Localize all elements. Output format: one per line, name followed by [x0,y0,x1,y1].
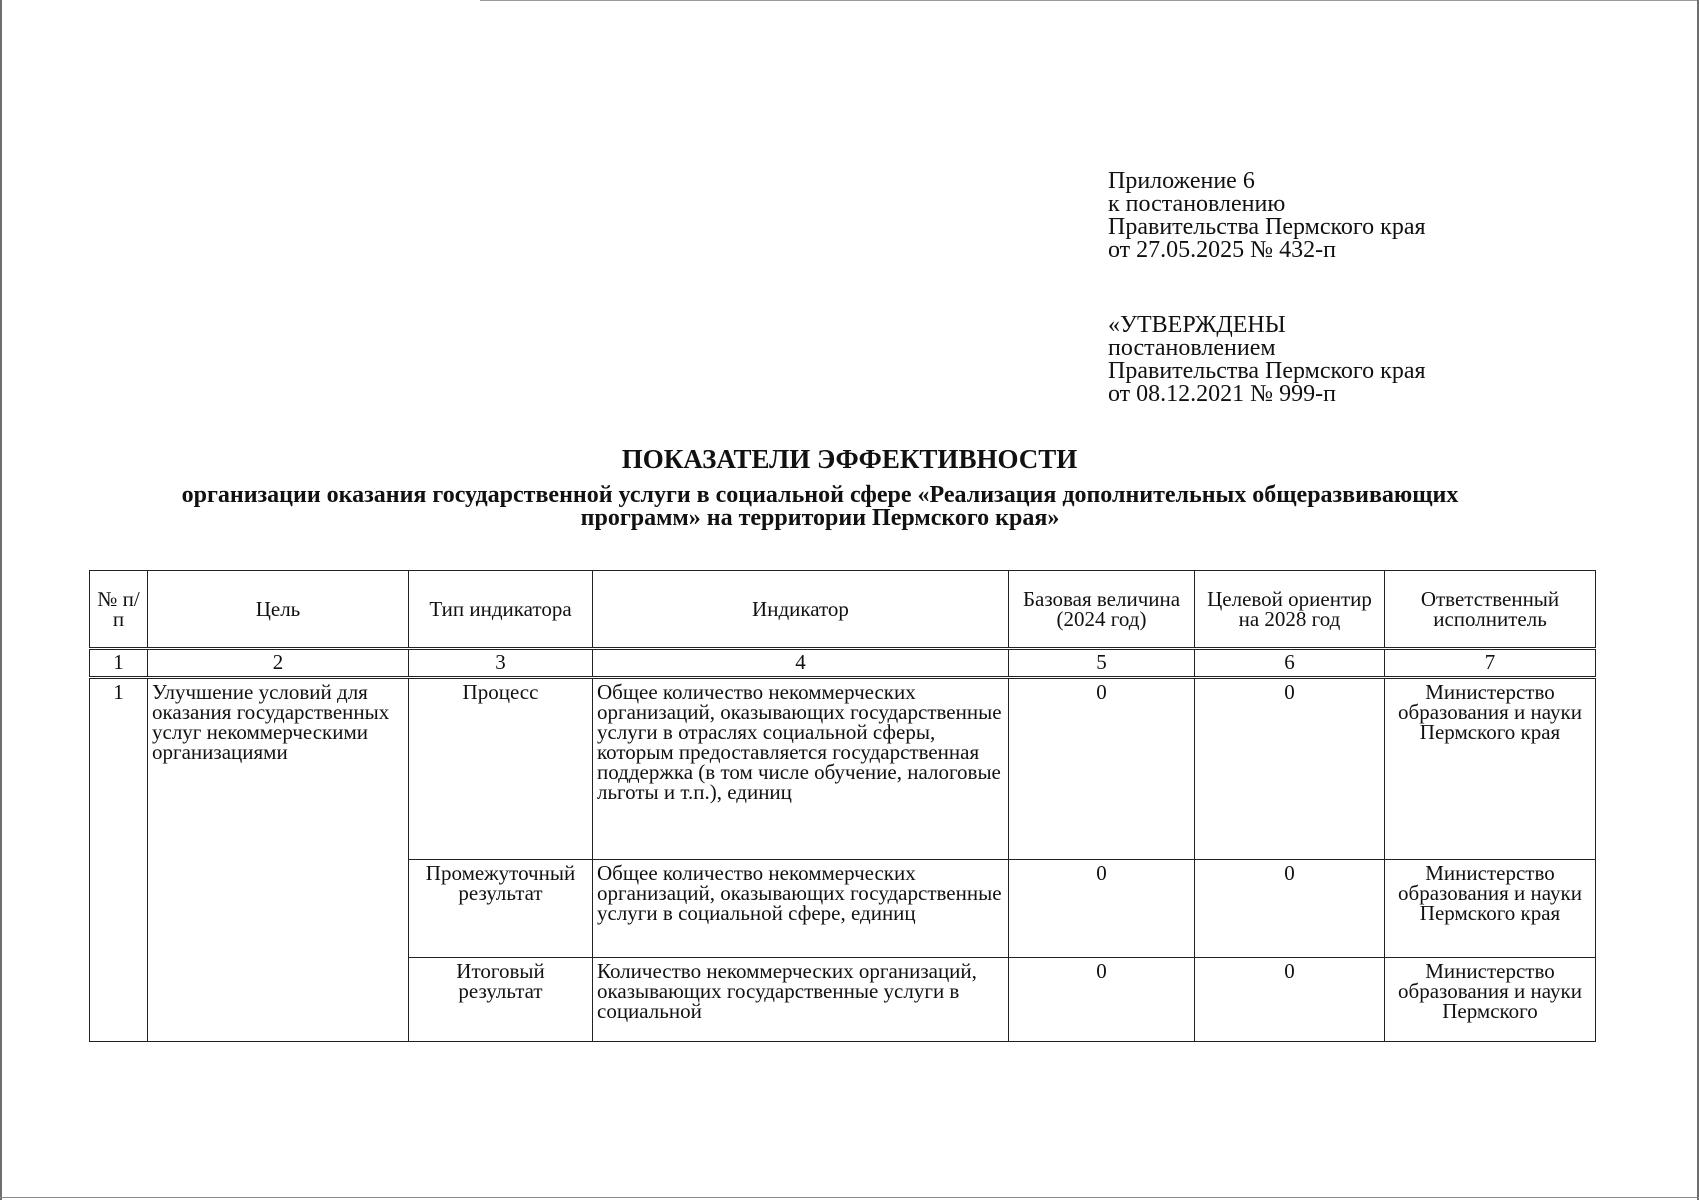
appendix-line-3: Правительства Пермского края [1108,214,1426,240]
indicator-cell: Общее количество некоммерческих организаций, оказывающих государственные услуги в отраслях социальной сферы, которым предоставляется государственная поддержка (в том числе обучение, налоговые льготы и т.п.), единиц [593,678,1009,860]
responsible-cell: Министерство образования и науки Пермского [1385,958,1596,1042]
column-number: 7 [1385,649,1596,678]
base-value-cell: 0 [1009,860,1195,958]
approved-line-2: постановлением [1108,335,1276,361]
indicator-type-cell: Процесс [409,678,593,860]
column-number: 3 [409,649,593,678]
appendix-line-2: к постановлению [1108,191,1286,217]
header-goal: Цель [148,571,409,649]
header-target: Целевой ориентир на 2028 год [1195,571,1385,649]
column-number-row [90,649,1596,678]
table-row [90,678,1596,860]
approved-line-1: «УТВЕРЖДЕНЫ [1108,312,1286,338]
indicators-table [89,570,1596,1042]
indicator-cell: Общее количество некоммерческих организаций, оказывающих государственные услуги в социальной сфере, единиц [593,860,1009,958]
row-number: 1 [90,678,148,1042]
base-value-cell: 0 [1009,958,1195,1042]
header-indicator: Индикатор [593,571,1009,649]
header-responsible: Ответственный исполнитель [1385,571,1596,649]
column-number: 2 [148,649,409,678]
header-base: Базовая величина (2024 год) [1009,571,1195,649]
table-header-row [90,571,1596,649]
indicator-type-cell: Итоговый результат [409,958,593,1042]
responsible-cell: Министерство образования и науки Пермского края [1385,678,1596,860]
appendix-note [1108,170,1426,262]
scan-edge-top [480,0,1699,1]
approved-line-3: Правительства Пермского края [1108,358,1426,384]
responsible-cell: Министерство образования и науки Пермского края [1385,860,1596,958]
target-value-cell: 0 [1195,678,1385,860]
column-number: 6 [1195,649,1385,678]
document-title: ПОКАЗАТЕЛИ ЭФФЕКТИВНОСТИ [621,444,1078,474]
document-subtitle: организации оказания государственной услуги в социальной сфере «Реализация дополнительных общеразвивающих программ» на территории Пермского края» [181,482,1459,531]
column-number: 4 [593,649,1009,678]
target-value-cell: 0 [1195,958,1385,1042]
header-num: № п/п [90,571,148,649]
appendix-line-4: от 27.05.2025 № 432-п [1108,237,1336,263]
column-number: 1 [90,649,148,678]
approved-note [1108,314,1426,406]
indicator-cell: Количество некоммерческих организаций, оказывающих государственные услуги в социальной [593,958,1009,1042]
goal-cell: Улучшение условий для оказания государственных услуг некоммерческими организациями [148,678,409,1042]
target-value-cell: 0 [1195,860,1385,958]
header-type: Тип индикатора [409,571,593,649]
column-number: 5 [1009,649,1195,678]
scan-edge-left [0,0,2,1200]
approved-line-4: от 08.12.2021 № 999-п [1108,381,1336,407]
scan-edge-bottom [0,1197,1699,1198]
base-value-cell: 0 [1009,678,1195,860]
indicator-type-cell: Промежуточный результат [409,860,593,958]
appendix-line-1: Приложение 6 [1108,168,1255,194]
